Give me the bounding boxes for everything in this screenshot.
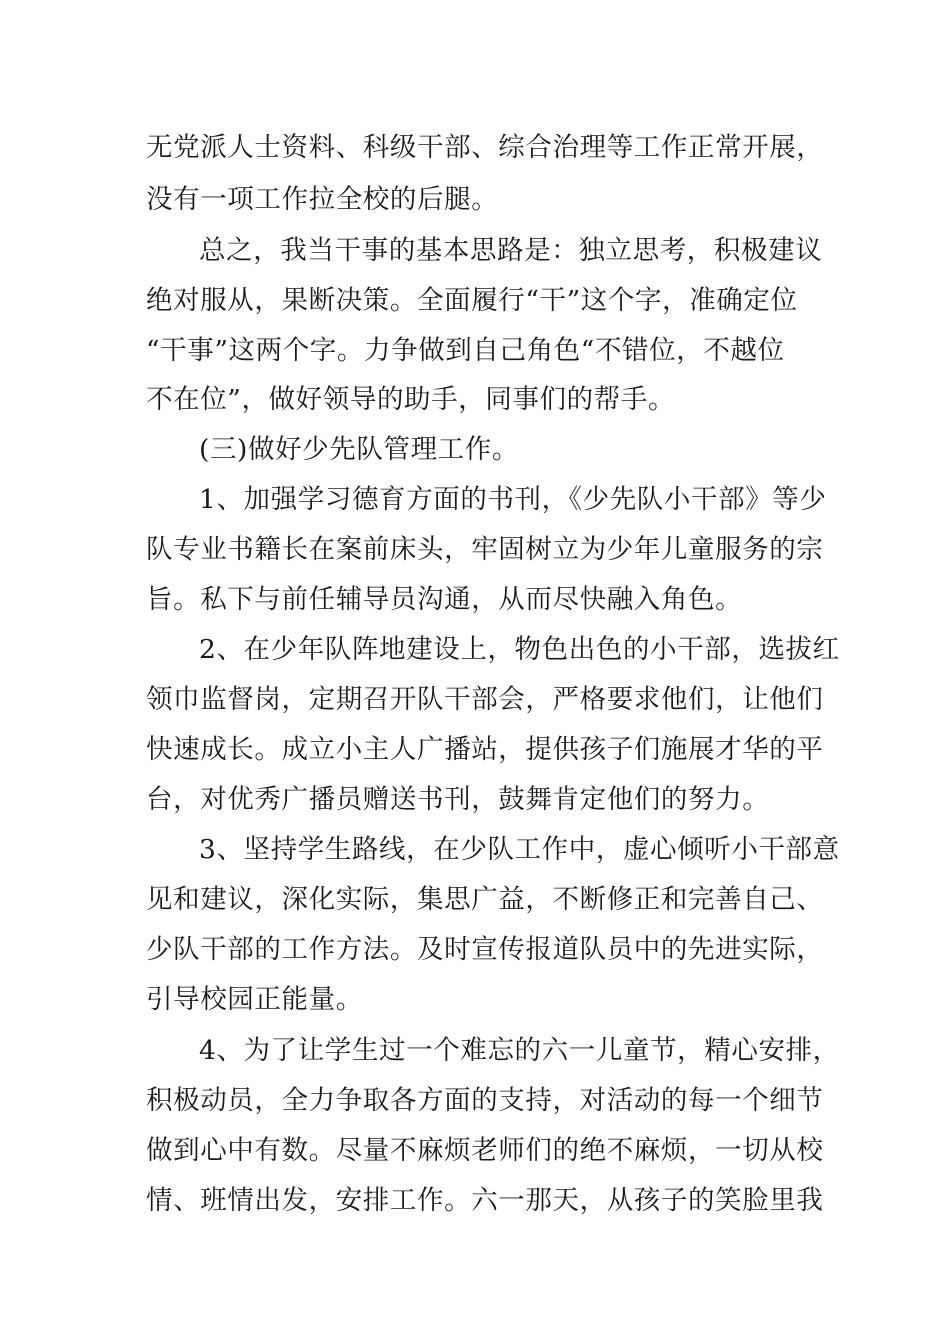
paragraph-start: 总之，我当干事的基本思路是：独立思考，积极建议 [199,235,823,266]
text-line: 积极动员，全力争取各方面的支持，对活动的每一个细节 [146,1085,824,1116]
text-line: 领巾监督岗，定期召开队干部会，严格要求他们，让他们 [146,684,824,715]
text-line: 台，对优秀广播员赠送书刊，鼓舞肯定他们的努力。 [146,784,770,815]
text-line: 见和建议，深化实际，集思广益，不断修正和完善自己、 [146,884,824,915]
text-line: 绝对服从，果断决策。全面履行“干”这个字，准确定位 [146,285,798,316]
paragraph-start: 3、坚持学生路线，在少队工作中，虚心倾听小干部意 [199,834,840,865]
text-line: “干事”这两个字。力争做到自己角色“不错位，不越位 [146,335,785,366]
text-line: 没有一项工作拉全校的后腿。 [146,184,499,215]
text-line: 旨。私下与前任辅导员沟通，从而尽快融入角色。 [146,584,743,615]
text-line: 引导校园正能量。 [146,984,363,1015]
paragraph-start: 1、加强学习德育方面的书刊，《少先队小干部》等少 [199,484,827,515]
paragraph-start: 4、为了让学生过一个难忘的六一儿童节，精心安排， [199,1035,840,1066]
text-line: 快速成长。成立小主人广播站，提供孩子们施展才华的平 [146,734,824,765]
text-line: 做到心中有数。尽量不麻烦老师们的绝不麻烦，一切从校 [146,1135,824,1166]
text-line: 情、班情出发，安排工作。六一那天，从孩子的笑脸里我 [146,1185,824,1216]
text-line: 无党派人士资料、科级干部、综合治理等工作正常开展， [146,132,824,163]
text-line: 少队干部的工作方法。及时宣传报道队员中的先进实际， [146,934,824,965]
text-line: 不在位”，做好领导的助手，同事们的帮手。 [146,384,676,415]
paragraph-start: 2、在少年队阵地建设上，物色出色的小干部，选拔红 [199,634,840,665]
section-heading: (三)做好少先队管理工作。 [199,434,519,465]
text-line: 队专业书籍长在案前床头，牢固树立为少年儿童服务的宗 [146,534,824,565]
